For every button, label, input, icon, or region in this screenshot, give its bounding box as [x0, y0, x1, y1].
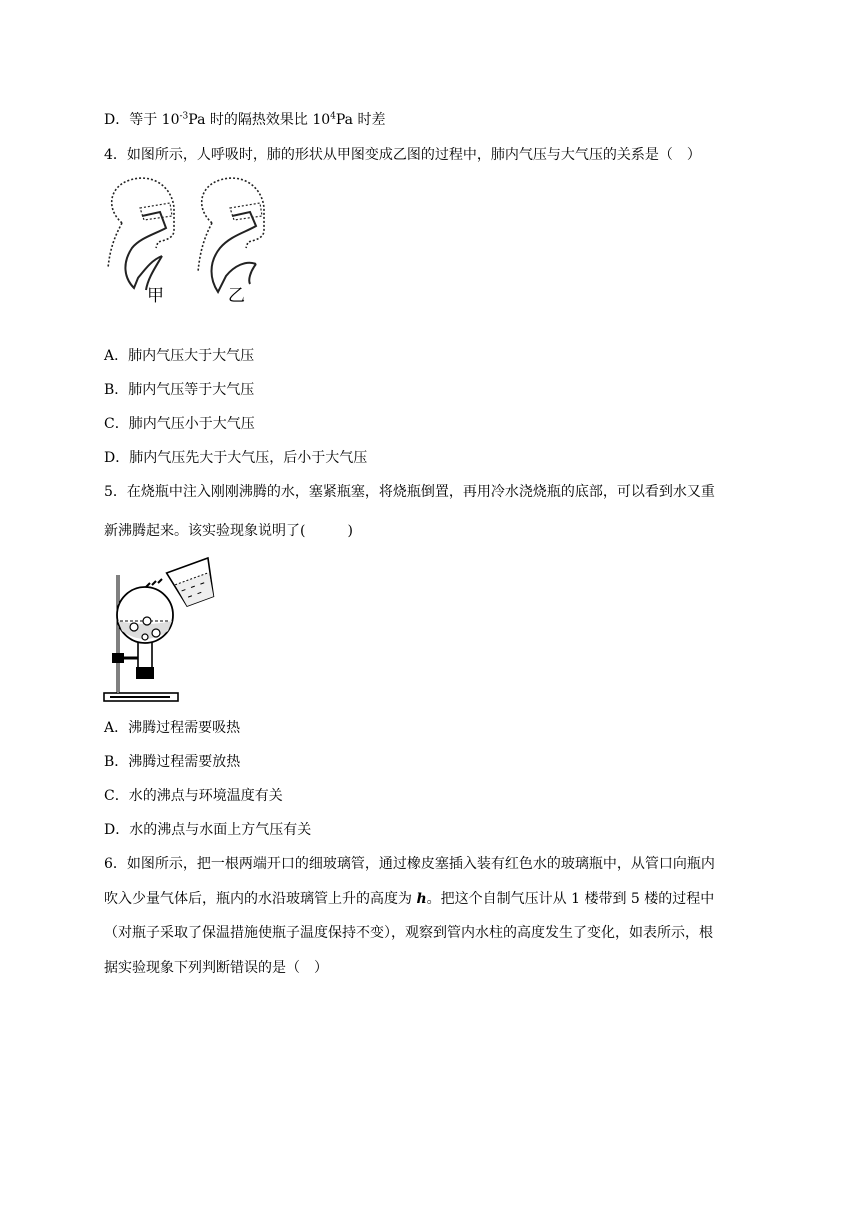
q3-option-d: D．等于 $10^{-3}Pa$ 时的隔热效果比 $10^4Pa$ 时差	[104, 111, 386, 128]
q4-option-b: B．肺内气压等于大气压	[104, 382, 255, 398]
lung-figure	[100, 168, 270, 308]
q6-line1: 6．如图所示，把一根两端开口的细玻璃管，通过橡皮塞插入装有红色水的玻璃瓶中，从管口向瓶内	[104, 856, 715, 872]
flask-apparatus-diagram	[100, 555, 240, 705]
q5-option-a: A．沸腾过程需要吸热	[104, 720, 241, 736]
q5-option-c: C．水的沸点与环境温度有关	[104, 788, 283, 804]
q4-option-d: D．肺内气压先大于大气压，后小于大气压	[104, 450, 368, 466]
flask-figure	[100, 555, 240, 705]
q5-option-b: B．沸腾过程需要放热	[104, 754, 241, 770]
q6-line4: 据实验现象下列判断错误的是（ ）	[104, 960, 328, 976]
q4-option-a: A．肺内气压大于大气压	[104, 348, 255, 364]
q5-stem-line1: 5．在烧瓶中注入刚刚沸腾的水，塞紧瓶塞，将烧瓶倒置，再用冷水浇烧瓶的底部，可以看到水又重	[104, 484, 715, 500]
figure-label-jia: 甲	[147, 286, 164, 306]
variable-h: h	[416, 891, 427, 907]
q4-stem: 4．如图所示，人呼吸时，肺的形状从甲图变成乙图的过程中，肺内气压与大气压的关系是（ ）	[104, 147, 701, 163]
q5-option-d: D．水的沸点与水面上方气压有关	[104, 822, 312, 838]
q4-option-c: C．肺内气压小于大气压	[104, 416, 255, 432]
q5-stem-line2: 新沸腾起来。该实验现象说明了( )	[104, 523, 353, 539]
figure-label-yi: 乙	[228, 286, 245, 306]
q6-line2: 吹入少量气体后，瓶内的水沿玻璃管上升的高度为 h。把这个自制气压计从 1 楼带到 5 楼的过程中	[104, 891, 715, 907]
q6-line3: （对瓶子采取了保温措施使瓶子温度保持不变），观察到管内水柱的高度发生了变化，如表所示，根	[104, 925, 713, 941]
